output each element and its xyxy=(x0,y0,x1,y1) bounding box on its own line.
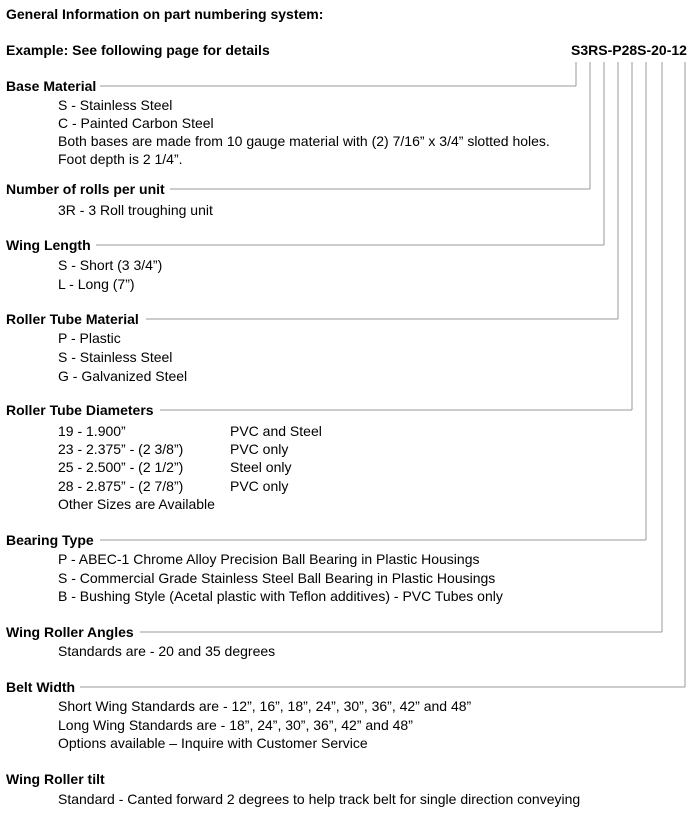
belt-width-line: Options available – Inquire with Customer Service xyxy=(58,735,368,751)
diameter-code: 25 - 2.500” - (2 1/2”) xyxy=(58,459,184,475)
diameter-note: Steel only xyxy=(230,459,292,475)
belt-width-line: Short Wing Standards are - 12”, 16”, 18”, 24”, 30”, 36”, 42” and 48” xyxy=(58,698,472,714)
base-material-line: S - Stainless Steel xyxy=(58,97,173,113)
wing-length-line: L - Long (7”) xyxy=(58,276,135,292)
belt-width-line: Long Wing Standards are - 18”, 24”, 30”, 36”, 42” and 48” xyxy=(58,717,413,733)
diameter-code: 23 - 2.375” - (2 3/8”) xyxy=(58,441,184,457)
diameter-note: PVC only xyxy=(230,441,289,457)
base-material-line: Both bases are made from 10 gauge material with (2) 7/16” x 3/4” slotted holes. xyxy=(58,133,550,149)
section-heading-base-material: Base Material xyxy=(6,78,100,94)
diameter-note: PVC only xyxy=(230,478,289,494)
base-material-line: Foot depth is 2 1/4”. xyxy=(58,151,183,167)
tilt-line: Standard - Canted forward 2 degrees to help track belt for single direction conveying xyxy=(58,791,581,807)
diameter-code: 28 - 2.875” - (2 7/8”) xyxy=(58,478,184,494)
section-heading-rolls: Number of rolls per unit xyxy=(6,181,169,197)
diameter-footer: Other Sizes are Available xyxy=(58,496,215,512)
part-code: S3RS-P28S-20-12 xyxy=(571,42,687,58)
tube-material-line: G - Galvanized Steel xyxy=(58,368,188,384)
section-heading-tube-material: Roller Tube Material xyxy=(6,311,143,327)
section-heading-tube-diameters: Roller Tube Diameters xyxy=(6,402,158,418)
example-label: Example: See following page for details xyxy=(6,42,270,58)
page-title: General Information on part numbering system: xyxy=(6,6,324,22)
diameter-code: 19 - 1.900” xyxy=(58,423,126,439)
wing-length-line: S - Short (3 3/4”) xyxy=(58,257,163,273)
bearing-line: S - Commercial Grade Stainless Steel Ball Bearing in Plastic Housings xyxy=(58,570,496,586)
tube-material-line: P - Plastic xyxy=(58,330,121,346)
section-heading-angles: Wing Roller Angles xyxy=(6,624,138,640)
bearing-line: P - ABEC-1 Chrome Alloy Precision Ball Bearing in Plastic Housings xyxy=(58,551,480,567)
diameter-note: PVC and Steel xyxy=(230,423,322,439)
section-heading-belt-width: Belt Width xyxy=(6,679,79,695)
bearing-line: B - Bushing Style (Acetal plastic with Teflon additives) - PVC Tubes only xyxy=(58,588,503,604)
angles-line: Standards are - 20 and 35 degrees xyxy=(58,643,276,659)
base-material-line: C - Painted Carbon Steel xyxy=(58,115,214,131)
section-heading-bearing: Bearing Type xyxy=(6,532,98,548)
rolls-line: 3R - 3 Roll troughing unit xyxy=(58,202,213,218)
section-heading-wing-length: Wing Length xyxy=(6,237,95,253)
section-heading-tilt: Wing Roller tilt xyxy=(6,771,109,787)
tube-material-line: S - Stainless Steel xyxy=(58,349,173,365)
